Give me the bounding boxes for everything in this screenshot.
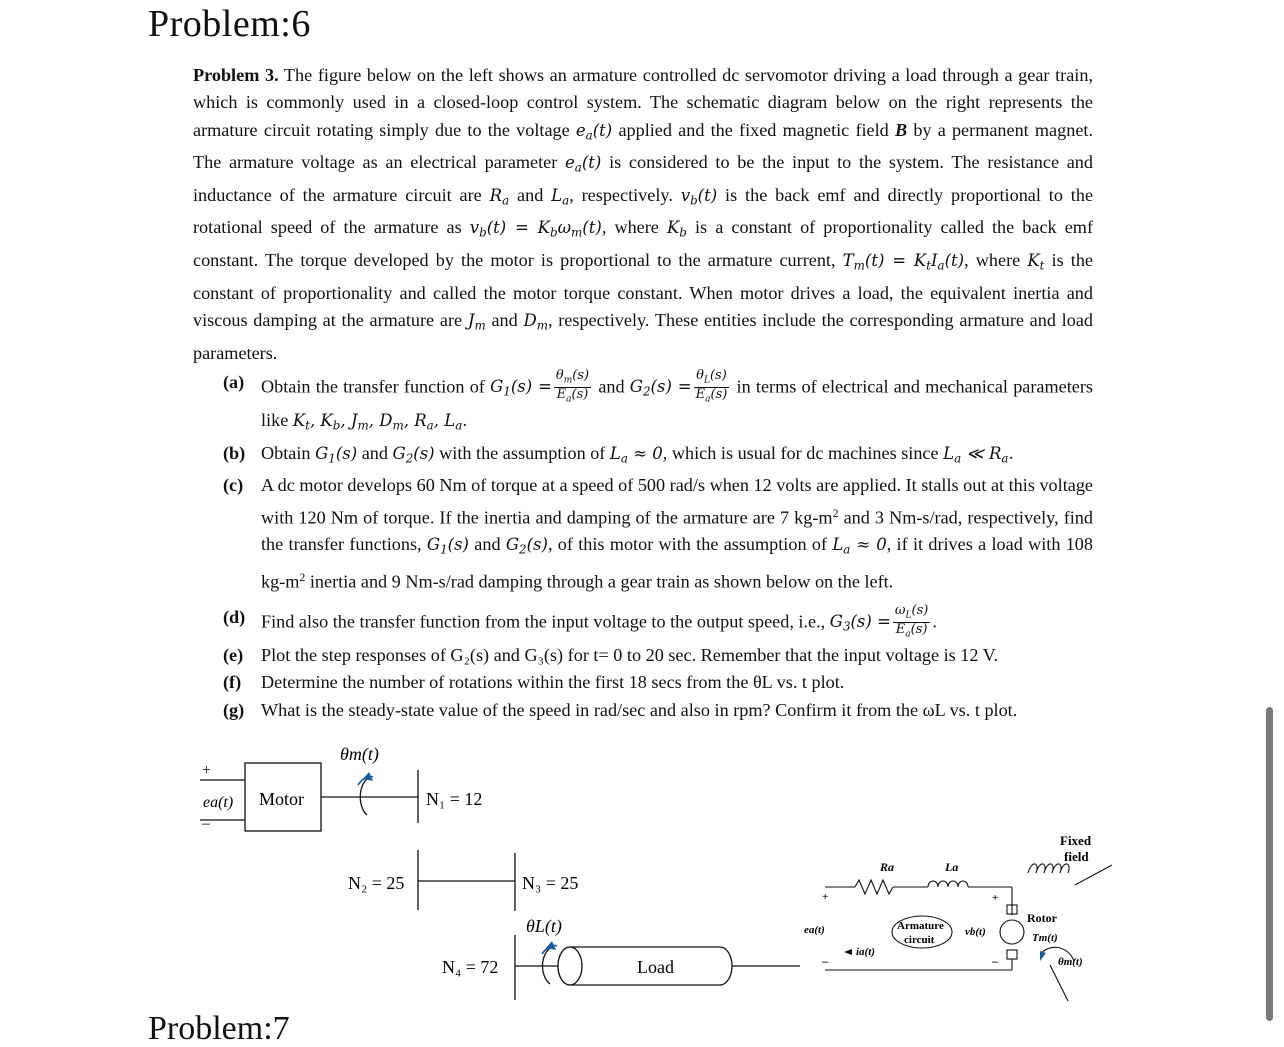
page-title: Problem:6: [148, 3, 311, 45]
armature-label-2: circuit: [904, 934, 935, 946]
minus-left: –: [822, 954, 828, 968]
tm-label: Tm(t): [1032, 932, 1058, 944]
part-e: (e) Plot the step responses of G₂(s) and G₃(s) for t= 0 to 20 sec. Remember that the input voltage is 12 V.: [223, 644, 999, 665]
motor-label: Motor: [259, 789, 304, 809]
plus-right: +: [992, 892, 999, 904]
problem-intro: Problem 3. The figure below on the left shows an armature controlled dc servomotor driving a load through a gear train, which is commonly used in a closed-loop control system. The schematic diagram below on the right represents the armature circuit rotating simply due to the voltage $e_a(t)$ applied and the fixed magnetic field B by a permanent magnet. The armature voltage as an electrical parameter $e_a(t)$ is considered to be the input to the system. The resistance and inductance of the armature circuit are $R_a$ and $L_a$, respectively. $v_b(t)$ is the back emf and directly proportional to the rotational speed of the armature as $v_b(t) = K_b\omega_m(t)$, where $K_b$ is a constant of proportionality called the back emf constant. The torque developed by the motor is proportional to the armature current, $T_m(t) = K_tI_a(t)$, where $K_t$ is the constant of proportionality and called the motor torque constant. When motor drives a load, the equivalent inertia and viscous damping at the armature are $J_m$ and $D_m$, respectively. These entities include the corresponding armature and load parameters.: [193, 65, 1094, 363]
n3-label: N₃ = 25: [522, 873, 579, 893]
next-problem-heading: Problem:7: [148, 1010, 290, 1047]
part-f: (f) Determine the number of rotations within the first 18 secs from the θL vs. t plot.: [223, 672, 845, 693]
vb-label: vb(t): [965, 926, 986, 938]
fixed-label-2: field: [1064, 849, 1089, 864]
problem-parts: [223, 369, 1093, 724]
minus-right: –: [992, 954, 998, 968]
ea-circuit-label: ea(t): [804, 924, 825, 936]
ia-label: ia(t): [856, 946, 875, 958]
part-a: (a) Obtain the transfer function of $G_1(s)$ = $\frac{\theta_m(s)}{E_a(s)}$ and $G_2(s)$ = $\frac{\theta_L(s)}{E_a(s)}$ in terms of electrical and mechanical parameters like $K_t$, $K_b$, $J_m$, $D_m$, $R_a$, $L_a$.: [223, 367, 1093, 433]
theta-l-label: θL(t): [526, 916, 562, 936]
vertical-scrollbar[interactable]: [1266, 707, 1273, 1021]
plus-terminal: +: [202, 762, 212, 779]
plus-left: +: [822, 891, 829, 903]
n2-label: N₂ = 25: [348, 873, 405, 893]
theta-m-rotor-label: θm(t): [1058, 956, 1083, 968]
part-g: (g) What is the steady-state value of the speed in rad/sec and also in rpm? Confirm it from the ωL vs. t plot.: [223, 699, 1018, 720]
part-b: (b) Obtain $G_1(s)$ and $G_2(s)$ with the assumption of $L_a \approx 0$, which is usual for dc machines since $L_a$ ≪ $R_a$.: [223, 442, 1014, 465]
n4-label: N₄ = 72: [442, 957, 499, 977]
problem-text: [193, 62, 1093, 724]
gear-train-figure: [190, 735, 810, 1021]
rotor-label: Rotor: [1027, 911, 1057, 925]
n1-label: N₁ = 12: [426, 789, 483, 809]
armature-circuit-figure: [800, 825, 1130, 1005]
minus-terminal: –: [202, 815, 210, 832]
ra-label: Ra: [880, 860, 895, 874]
la-label: La: [945, 860, 959, 874]
armature-label-1: Armature: [897, 920, 944, 932]
part-d: (d) Find also the transfer function from the input voltage to the output speed, i.e., $G_3(s)$ = $\frac{\omega_L(s)}{E_a(s)}$ .: [223, 602, 937, 640]
theta-m-label: θm(t): [340, 744, 379, 764]
part-c: (c) A dc motor develops 60 Nm of torque at a speed of 500 rad/s when 12 volts are applied. It stalls out at this voltage with 120 Nm of torque. If the inertia and damping of the armature are 7 $kg-m^2$ and 3 Nm-s/rad, respectively, find the transfer functions, $G_1(s)$ and $G_2(s)$, of this motor with the assumption of $L_a \approx 0$, if it drives a load with 108 $kg-m^2$ inertia and 9 Nm-s/rad damping through a gear train as shown below on the left.: [223, 475, 1093, 592]
problem-number: Problem 3.: [193, 65, 279, 85]
ea-label: ea(t): [203, 794, 234, 811]
fixed-label-1: Fixed: [1060, 833, 1092, 848]
load-label: Load: [637, 957, 674, 977]
